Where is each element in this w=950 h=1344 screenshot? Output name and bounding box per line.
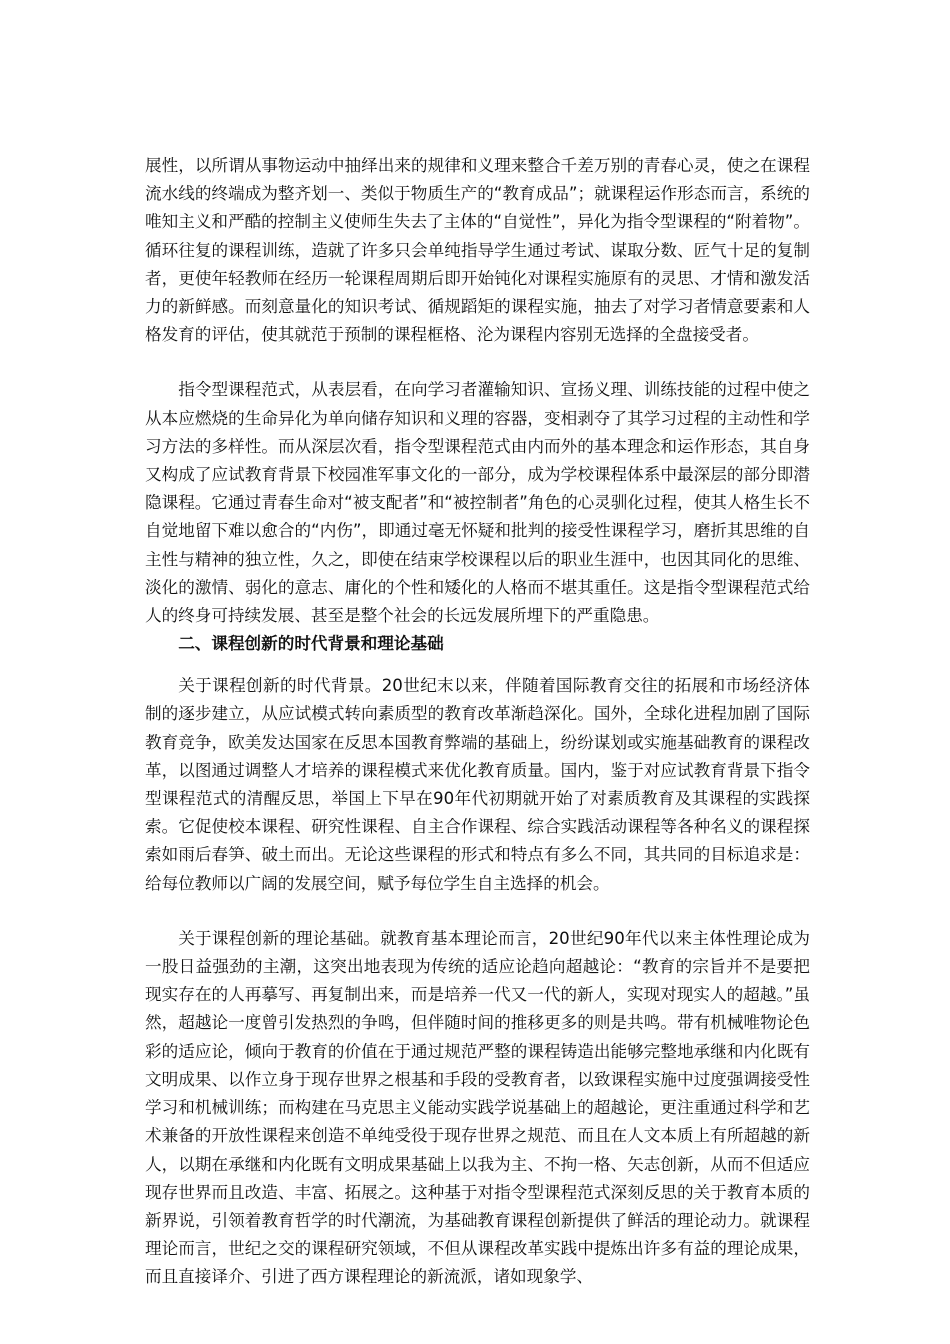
paragraph-1: 展性，以所谓从事物运动中抽绎出来的规律和义理来整合千差万别的青春心灵，使之在课程流水线的终端成为整齐划一、类似于物质生产的“教育成品”；就课程运作形态而言，系统的唯知主义和严酷的控制主义使师生失去了主体的“自觉性”，异化为指令型课程的“附着物”。循环往复的课程训练，造就了许多只会单纯指导学生通过考试、谋取分数、匠气十足的复制者，更使年轻教师在经历一轮课程周期后即开始钝化对课程实施原有的灵思、才情和激发活力的新鲜感。而刻意量化的知识考试、循规蹈矩的课程实施，抽去了对学习者情意要素和人格发育的评估，使其就范于预制的课程框格、沦为课程内容别无选择的全盘接受者。: [145, 156, 810, 345]
paragraph-4: 关于课程创新的理论基础。就教育基本理论而言，20世纪90年代以来主体性理论成为一股日益强劲的主潮，这突出地表现为传统的适应论趋向超越论：“教育的宗旨并不是要把现实存在的人再摹写、再复制出来，而是培养一代又一代的新人，实现对现实人的超越。”虽然，超越论一度曾引发热烈的争鸣，但伴随时间的推移更多的则是共鸣。带有机械唯物论色彩的适应论，倾向于教育的价值在于通过规范严整的课程铸造出能够完整地承继和内化既有文明成果、以作立身于现存世界之根基和手段的受教育者，以致课程实施中过度强调接受性学习和机械训练；而构建在马克思主义能动实践学说基础上的超越论，更注重通过科学和艺术兼备的开放性课程来创造不单纯受役于现存世界之规范、而且在人文本质上有所超越的新人，以期在承继和内化既有文明成果基础上以我为主、不拘一格、矢志创新，从而不但适应现存世界而且改造、丰富、拓展之。这种基于对指令型课程范式深刻反思的关于教育本质的新界说，引领着教育哲学的时代潮流，为基础教育课程创新提供了鲜活的理论动力。就课程理论而言，世纪之交的课程研究领域，不但从课程改革实践中提炼出许多有益的理论成果，而且直接译介、引进了西方课程理论的新流派，诸如现象学、: [145, 928, 810, 1287]
document-page: [145, 152, 810, 1292]
paragraph-3: 关于课程创新的时代背景。20世纪末以来，伴随着国际教育交往的拓展和市场经济体制的逐步建立，从应试模式转向素质型的教育改革渐趋深化。国外，全球化进程加剧了国际教育竞争，欧美发达国家在反思本国教育弊端的基础上，纷纷谋划或实施基础教育的课程改革，以图通过调整人才培养的课程模式来优化教育质量。国内，鉴于对应试教育背景下指令型课程范式的清醒反思，举国上下早在90年代初期就开始了对素质教育及其课程的实践探索。它促使校本课程、研究性课程、自主合作课程、综合实践活动课程等各种名义的课程探索如雨后春笋、破土而出。无论这些课程的形式和特点有多么不同，其共同的目标追求是：给每位教师以广阔的发展空间，赋予每位学生自主选择的机会。: [145, 676, 810, 893]
paragraph-2: 指令型课程范式，从表层看，在向学习者灌输知识、宣扬义理、训练技能的过程中使之从本应燃烧的生命异化为单向储存知识和义理的容器，变相剥夺了其学习过程的主动性和学习方法的多样性。而从深层次看，指令型课程范式由内而外的基本理念和运作形态，其自身又构成了应试教育背景下校园准军事文化的一部分，成为学校课程体系中最深层的部分即潜隐课程。它通过青春生命对“被支配者”和“被控制者”角色的心灵驯化过程，使其人格生长不自觉地留下难以愈合的“内伤”，即通过毫无怀疑和批判的接受性课程学习，磨折其思维的自主性与精神的独立性，久之，即使在结束学校课程以后的职业生涯中，也因其同化的思维、淡化的激情、弱化的意志、庸化的个性和矮化的人格而不堪其重任。这是指令型课程范式给人的终身可持续发展、甚至是整个社会的长远发展所埋下的严重隐患。: [145, 380, 810, 626]
section-heading: 二、课程创新的时代背景和理论基础: [178, 634, 444, 654]
